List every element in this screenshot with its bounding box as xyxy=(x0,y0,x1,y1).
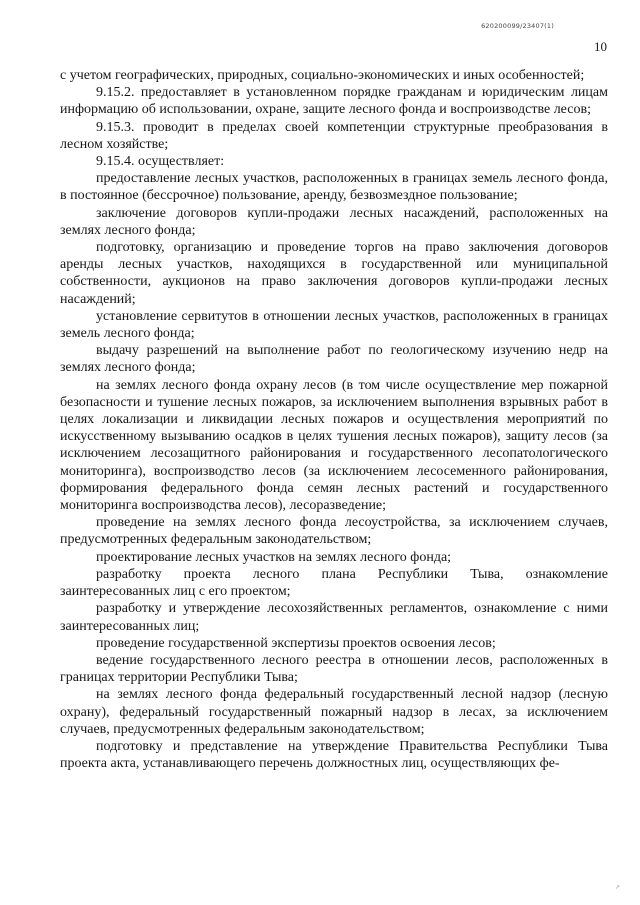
paragraph: подготовку и представление на утверждение Правительства Республики Тыва проекта акта, устанавливающего перечень должностных лиц, осуществляющих фе- xyxy=(60,738,608,772)
paragraph: разработку проекта лесного плана Республики Тыва, ознакомление заинтересованных лиц с его проектом; xyxy=(60,566,608,600)
paragraph: ведение государственного лесного реестра в отношении лесов, расположенных в границах территории Республики Тыва; xyxy=(60,652,608,686)
paragraph: на землях лесного фонда охрану лесов (в том числе осуществление мер пожарной безопасности и тушение лесных пожаров, за исключением выполнения взрывных работ в целях локализации и ликвидации лесных пожаров и осуществления мероприятий по искусственному вызыванию осадков в целях тушения лесных пожаров), защиту лесов (за исключением лесозащитного районирования и государственного лесопатологического мониторинга), воспроизводство лесов (за исключением лесосеменного районирования, формирования федерального фонда семян лесных растений и государственного мониторинга воспроизводства лесов), лесоразведение; xyxy=(60,377,608,514)
paragraph: предоставление лесных участков, расположенных в границах земель лесного фонда, в постоянное (бессрочное) пользование, аренду, безвозмездное пользование; xyxy=(60,171,608,204)
paragraph: выдачу разрешений на выполнение работ по геологическому изучению недр на землях лесного фонда; xyxy=(60,343,608,376)
page-number: 10 xyxy=(594,39,607,54)
paragraph: 9.15.4. осуществляет: xyxy=(96,154,225,170)
paragraph: подготовку, организацию и проведение торгов на право заключения договоров аренды лесных участков, находящихся в государственной или муниципальной собственности, аукционов на право заключения договоров купли-продажи лесных насаждений; xyxy=(60,240,608,307)
paragraph: заключение договоров купли-продажи лесных насаждений, расположенных на землях лесного фонда; xyxy=(60,205,608,238)
document-id: 620200099/23407(1) xyxy=(481,22,554,30)
paragraph: с учетом географических, природных, социально-экономических и иных особенностей; xyxy=(60,68,585,83)
paragraph: установление сервитутов в отношении лесных участков, расположенных в границах земель лесного фонда; xyxy=(60,308,608,342)
paragraph: проведение государственной экспертизы проектов освоения лесов; xyxy=(96,635,496,651)
paragraph: разработку и утверждение лесохозяйственных регламентов, ознакомление с ними заинтересованных лиц; xyxy=(60,601,608,634)
document-body xyxy=(60,67,608,772)
scan-mark-icon: ↗ xyxy=(614,884,620,891)
paragraph: 9.15.3. проводит в пределах своей компетенции структурные преобразования в лесном хозяйстве; xyxy=(60,119,608,152)
paragraph: 9.15.2. предоставляет в установленном порядке гражданам и юридическим лицам информацию об использовании, охране, защите лесного фонда и воспроизводстве лесов; xyxy=(60,85,608,118)
paragraph: проектирование лесных участков на землях лесного фонда; xyxy=(96,549,452,565)
paragraph: проведение на землях лесного фонда лесоустройства, за исключением случаев, предусмотренных федеральным законодательством; xyxy=(60,515,608,548)
paragraph: на землях лесного фонда федеральный государственный лесной надзор (лесную охрану), федеральный государственный пожарный надзор в лесах, за исключением случаев, предусмотренных федеральным законодательством; xyxy=(60,687,608,737)
